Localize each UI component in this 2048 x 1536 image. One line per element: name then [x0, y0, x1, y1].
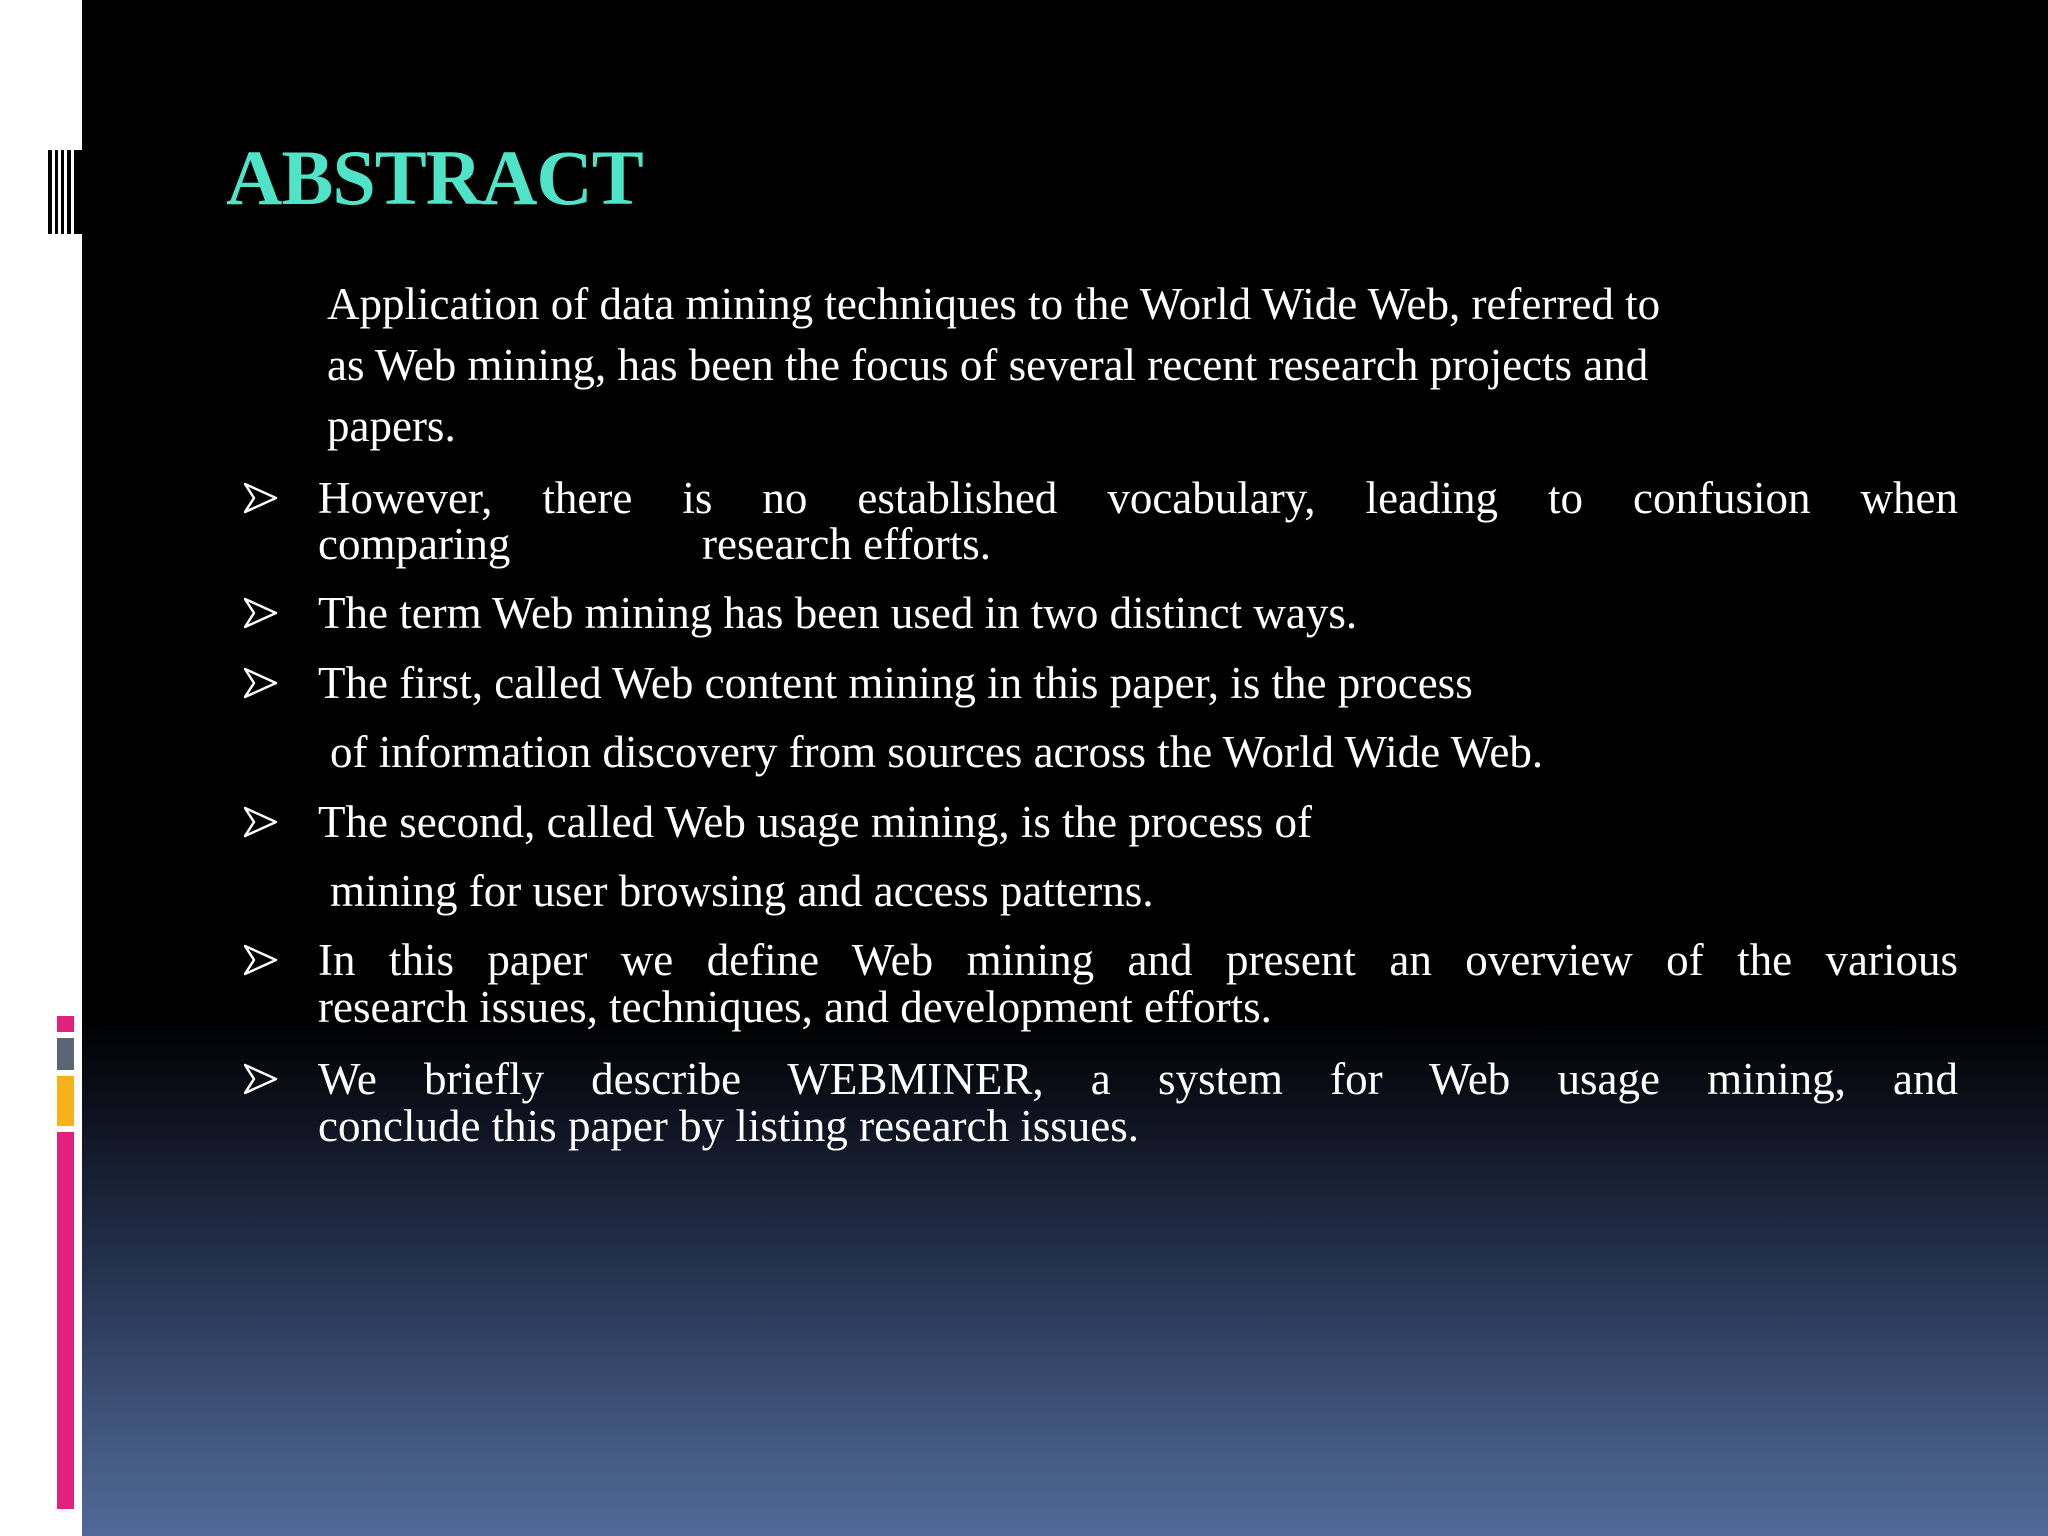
arrowhead-bullet-icon [244, 806, 278, 838]
arrowhead-bullet-icon [244, 1063, 278, 1095]
slide-title: ABSTRACT [226, 134, 643, 221]
intro-line-1: Application of data mining techniques to the World Wide Web, referred to [327, 279, 1661, 329]
bullet-6-line-2: conclude this paper by listing research issues. [318, 1101, 1140, 1151]
bullet-6-line-1: We briefly describe WEBMINER, a system for Web usage mining, and [318, 1054, 1958, 1104]
bullet-4-line-1: The second, called Web usage mining, is the process of [318, 797, 1313, 847]
intro-line-3: papers. [327, 401, 456, 451]
intro-line-2: as Web mining, has been the focus of several recent research projects and [327, 340, 1649, 390]
bullet-3-line-1: The first, called Web content mining in this paper, is the process [318, 658, 1473, 708]
accent-bar-pink-small [57, 1016, 74, 1032]
arrowhead-bullet-icon [244, 597, 278, 629]
arrowhead-bullet-icon [244, 482, 278, 514]
bullet-4-line-2: mining for user browsing and access patterns. [330, 866, 1154, 916]
bullet-1-line-2a: comparing [318, 519, 511, 569]
vertical-bars-decoration [48, 150, 82, 234]
accent-bar-pink [57, 1132, 74, 1509]
bullet-5-line-2: research issues, techniques, and development efforts. [318, 982, 1272, 1032]
arrowhead-bullet-icon [244, 667, 278, 699]
accent-bar-yellow [57, 1076, 74, 1126]
arrowhead-bullet-icon [244, 944, 278, 976]
bullet-2-line-1: The term Web mining has been used in two distinct ways. [318, 588, 1358, 638]
accent-bar-gray [57, 1038, 74, 1070]
bullet-1-line-1: However, there is no established vocabulary, leading to confusion when [318, 473, 1958, 523]
bullet-3-line-2: of information discovery from sources across the World Wide Web. [330, 727, 1544, 777]
bullet-5-line-1: In this paper we define Web mining and present an overview of the various [318, 935, 1958, 985]
bullet-1-line-2b: research efforts. [702, 519, 992, 569]
